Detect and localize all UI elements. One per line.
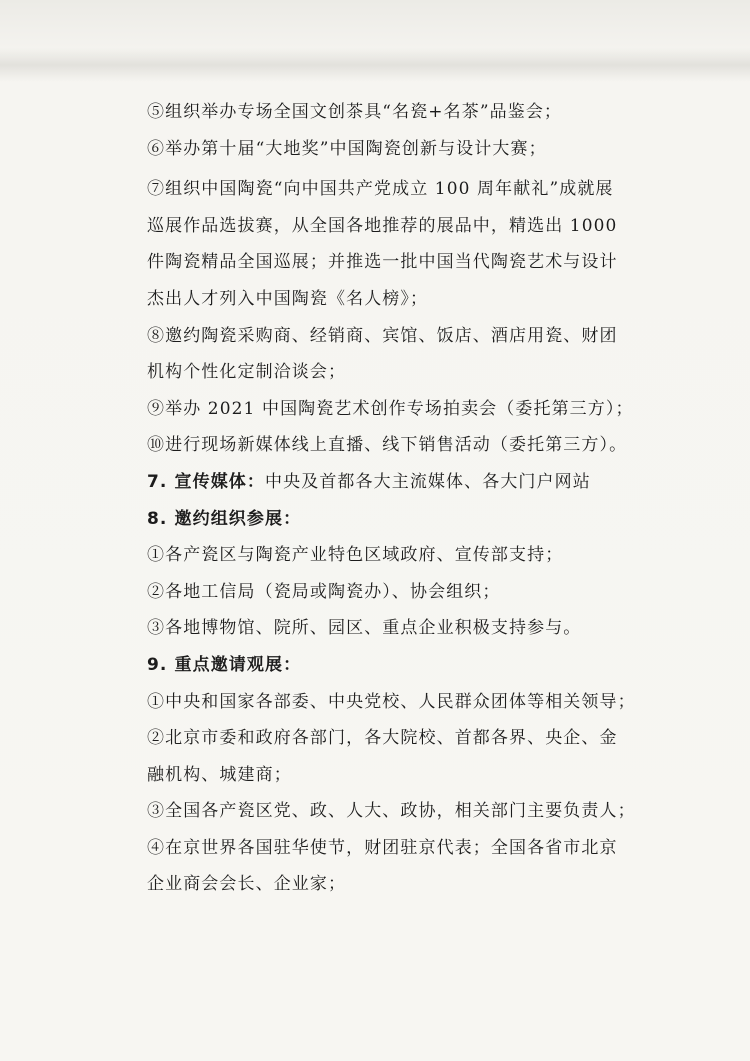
list-item-8: ⑧邀约陶瓷采购商、经销商、宾馆、饭店、酒店用瓷、财团 <box>147 325 618 346</box>
section-7-heading: 7. 宣传媒体： <box>147 471 266 492</box>
list-item-7: ⑦组织中国陶瓷“向中国共产党成立 100 周年献礼”成就展 <box>147 179 614 200</box>
section-9-item-4: ④在京世界各国驻华使节，财团驻京代表；全国各省市北京 <box>147 837 618 858</box>
section-7-text: 中央及首都各大主流媒体、各大门户网站 <box>265 471 591 492</box>
section-8-item-2: ②各地工信局（瓷局或陶瓷办）、协会组织； <box>147 581 501 602</box>
section-8-item-3: ③各地博物馆、院所、园区、重点企业积极支持参与。 <box>147 618 582 639</box>
list-item-7-cont-2: 件陶瓷精品全国巡展；并推选一批中国当代陶瓷艺术与设计 <box>147 252 618 273</box>
section-9-item-2: ②北京市委和政府各部门，各大院校、首都各界、央企、金 <box>147 728 618 749</box>
section-9-heading: 9. 重点邀请观展： <box>147 654 302 675</box>
section-9-item-1: ①中央和国家各部委、中央党校、人民群众团体等相关领导； <box>147 691 636 712</box>
section-7 <box>147 464 647 501</box>
list-item-8-cont: 机构个性化定制洽谈会； <box>147 362 347 383</box>
list-item-6: ⑥举办第十届“大地奖”中国陶瓷创新与设计大赛； <box>147 138 547 159</box>
section-9-item-4-cont: 企业商会会长、企业家； <box>147 874 347 895</box>
section-8-item-1: ①各产瓷区与陶瓷产业特色区域政府、宣传部支持； <box>147 545 564 566</box>
section-8-heading: 8. 邀约组织参展： <box>147 508 302 529</box>
section-9-item-2-cont: 融机构、城建商； <box>147 764 292 785</box>
list-item-5: ⑤组织举办专场全国文创茶具“名瓷+名茶”品鉴会； <box>147 102 563 122</box>
list-item-7-cont-1: 巡展作品选拔赛，从全国各地推荐的展品中，精选出 1000 <box>147 215 618 236</box>
list-item-9: ⑨举办 2021 中国陶瓷艺术创作专场拍卖会（委托第三方）； <box>147 398 634 419</box>
document-body <box>147 94 647 903</box>
list-item-10: ⑩进行现场新媒体线上直播、线下销售活动（委托第三方）。 <box>147 435 628 456</box>
list-item-7-cont-3: 杰出人才列入中国陶瓷《名人榜》； <box>147 288 429 309</box>
section-9-item-3: ③全国各产瓷区党、政、人大、政协，相关部门主要负责人； <box>147 801 636 822</box>
scan-shadow-band <box>0 48 750 82</box>
